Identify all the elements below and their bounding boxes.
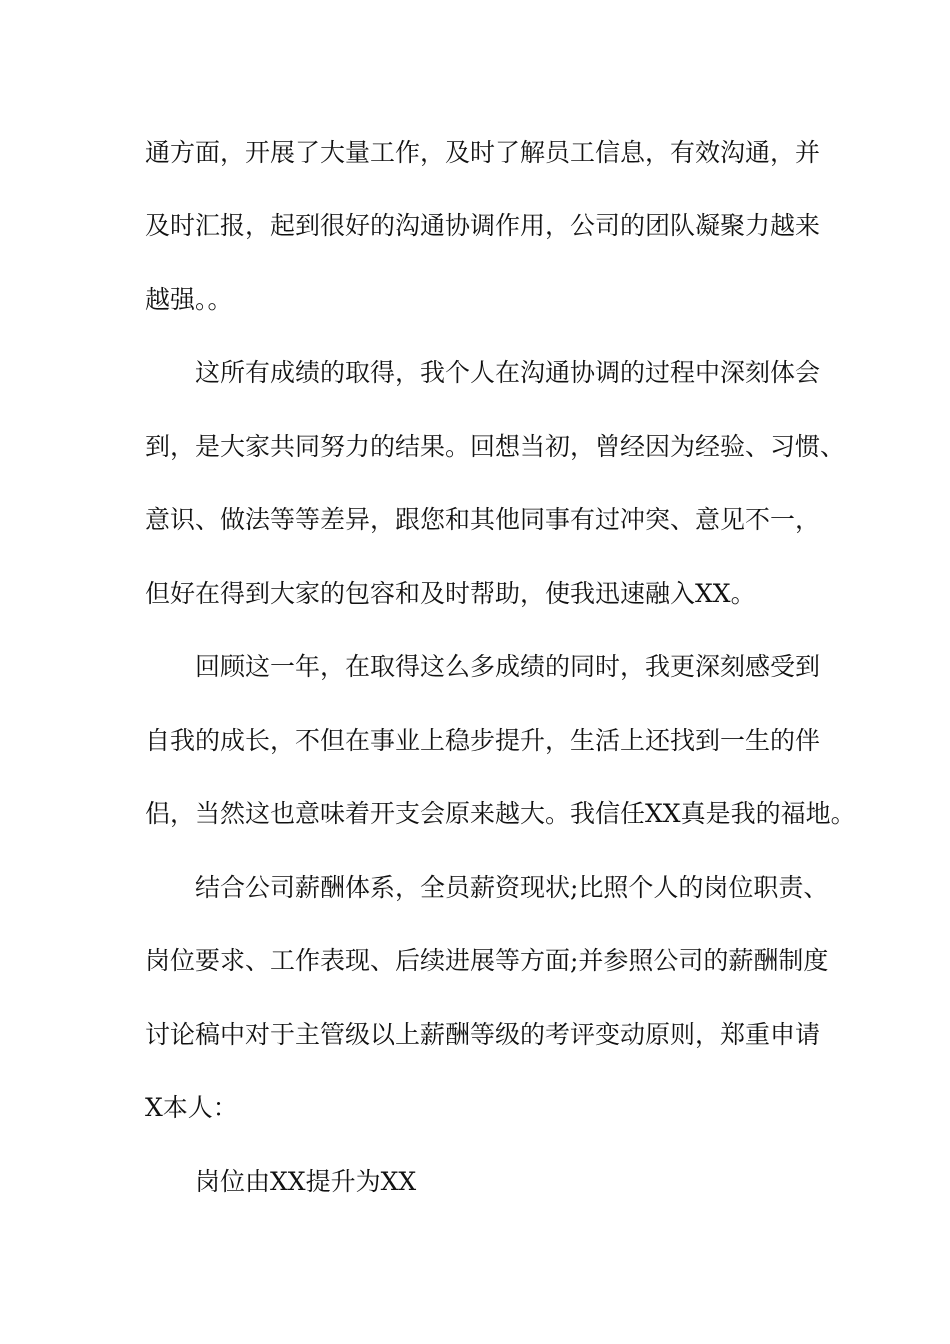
paragraph-start-line: 岗位由XX提升为XX: [195, 1167, 417, 1196]
text-line-14: X本人：: [145, 1093, 238, 1122]
paragraph-start-line: 这所有成绩的取得，我个人在沟通协调的过程中深刻体会: [195, 358, 821, 387]
paragraph-start-line: 结合公司薪酬体系，全员薪资现状;比照个人的岗位职责、: [195, 873, 829, 902]
text-line-2: 及时汇报，起到很好的沟通协调作用，公司的团队凝聚力越来: [145, 211, 821, 240]
text-line-6: 意识、做法等等差异，跟您和其他同事有过冲突、意见不一，: [145, 505, 821, 534]
paragraph-start-line: 回顾这一年，在取得这么多成绩的同时，我更深刻感受到: [195, 652, 821, 681]
text-line-12: 岗位要求、工作表现、后续进展等方面;并参照公司的薪酬制度: [145, 946, 829, 975]
text-line-10: 侣，当然这也意味着开支会原来越大。我信任XX真是我的福地。: [145, 799, 856, 828]
text-line-3: 越强。。: [145, 285, 233, 314]
text-line-5: 到，是大家共同努力的结果。回想当初，曾经因为经验、习惯、: [145, 432, 846, 461]
text-line-9: 自我的成长，不但在事业上稳步提升，生活上还找到一生的伴: [145, 726, 821, 755]
text-line-7: 但好在得到大家的包容和及时帮助，使我迅速融入XX。: [145, 579, 756, 608]
text-line-1: 通方面，开展了大量工作，及时了解员工信息，有效沟通，并: [145, 138, 821, 167]
text-line-13: 讨论稿中对于主管级以上薪酬等级的考评变动原则，郑重申请: [145, 1020, 821, 1049]
